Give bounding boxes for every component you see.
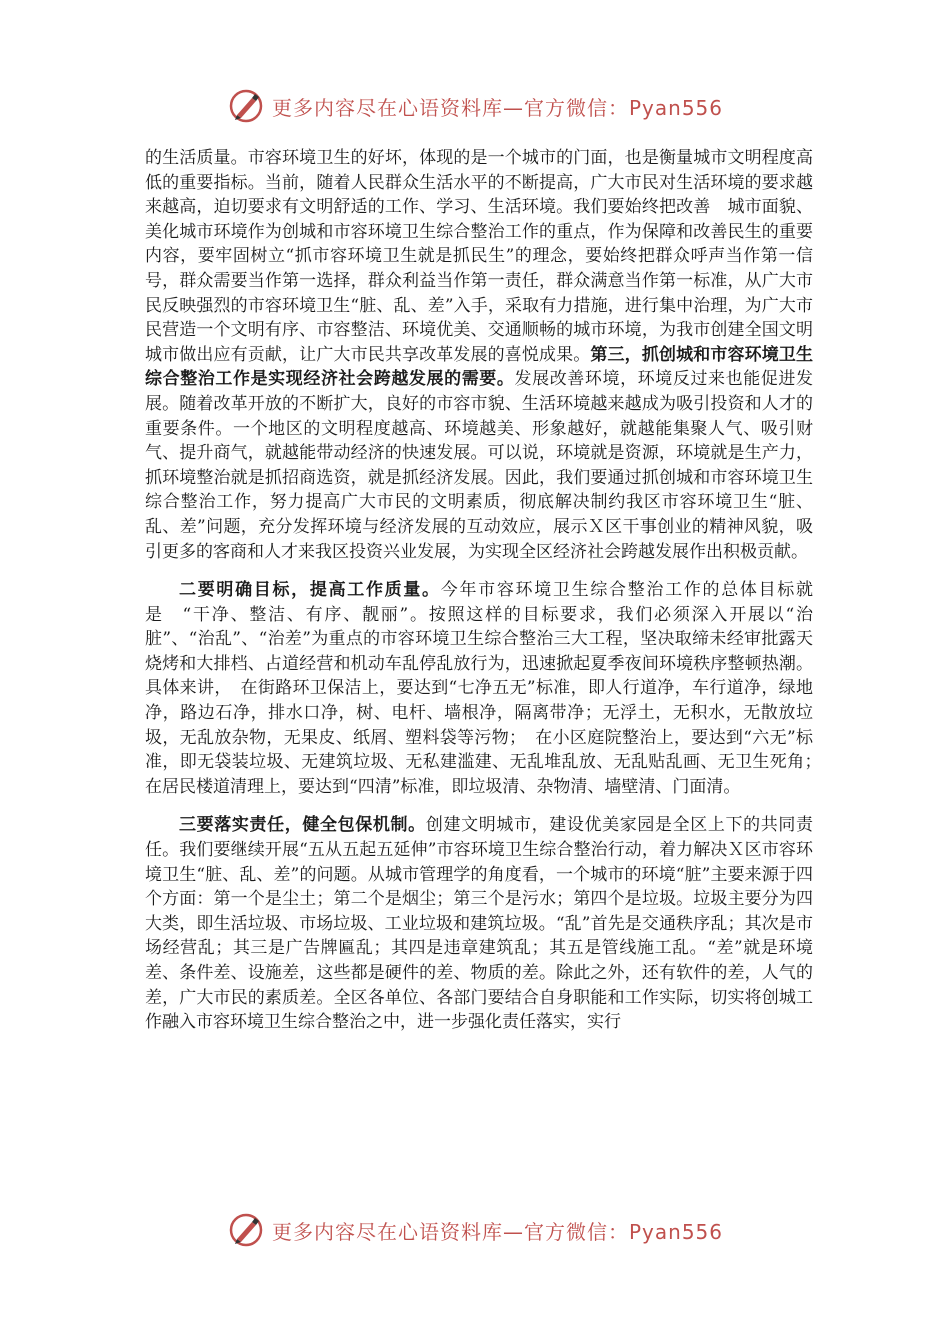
- paragraph-1-bold-heading: 第三，抓创城和市容环境卫生综合整治工作是实现经济社会跨越发展的需要。: [145, 344, 814, 390]
- paragraph-3-body: 创建文明城市，建设优美家园是全区上下的共同责任。我们要继续开展“五从五起五延伸”市容环境卫生综合整治行动，着力解决Ｘ区市容环境卫生“脏、乱、差”的问题。从城市管理学的角度看，一个城市的环境“脏”主要来源于四个方面：第一个是尘土；第二个是烟尘；第三个是污水；第四个是垃圾。垃圾主要分为四大类，即生活垃圾、市场垃圾、工业垃圾和建筑垃圾。“乱”首先是交通秩序乱；其次是市场经营乱；其三是广告牌匾乱；其四是违章建筑乱；其五是管线施工乱。“差”就是环境差、条件差、设施差，这些都是硬件的差、物质的差。除此之外，还有软件的差，人气的差，广大市民的素质差。全区各单位、各部门要结合自身职能和工作实际，切实将创城工作融入市容环境卫生综合整治之中，进一步强化责任落实，实行: [145, 815, 814, 1033]
- paragraph-2-lead: 二要明确目标，提高工作质量。: [179, 580, 441, 601]
- footer-banner-text: 更多内容尽在心语资料库—官方微信：Pyan556: [272, 1219, 724, 1244]
- pen-logo-icon: [228, 88, 264, 124]
- paragraph-2: [145, 578, 830, 799]
- document-body: [145, 146, 830, 1049]
- paragraph-3-lead: 三要落实责任，健全包保机制。: [179, 815, 426, 836]
- header-banner: [228, 86, 723, 126]
- footer-banner: [228, 1210, 723, 1250]
- pen-logo-icon: [228, 1212, 264, 1248]
- paragraph-2-body: 今年市容环境卫生综合整治工作的总体目标就是 “干净、整洁、有序、靓丽”。按照这样的目标要求，我们必须深入开展以“治脏”、“治乱”、“治差”为重点的市容环境卫生综合整治三大工程，坚决取缔未经审批露天烧烤和大排档、占道经营和机动车乱停乱放行为，迅速掀起夏季夜间环境秩序整顿热潮。具体来讲， 在街路环卫保洁上，要达到“七净五无”标准，即人行道净，车行道净，绿地净，路边石净，排水口净，树、电杆、墙根净，隔离带净；无浮土，无积水，无散放垃圾，无乱放杂物，无果皮、纸屑、塑料袋等污物； 在小区庭院整治上，要达到“六无”标准，即无袋装垃圾、无建筑垃圾、无私建滥建、无乱堆乱放、无乱贴乱画、无卫生死角； 在居民楼道清理上，要达到“四清”标准，即垃圾清、杂物清、墙壁清、门面清。: [145, 580, 830, 797]
- paragraph-3: [145, 813, 813, 1034]
- paragraph-1-tail: 发展改善环境，环境反过来也能促进发展。随着改革开放的不断扩大，良好的市容市貌、生活环境越来越成为吸引投资和人才的重要条件。一个地区的文明程度越高、环境越美、形象越好，就越能集聚人气、吸引财气、提升商气，就越能带动经济的快速发展。可以说，环境就是资源，环境就是生产力，抓环境整治就是抓招商选资，就是抓经济发展。因此，我们要通过抓创城和市容环境卫生综合整治工作，努力提高广大市民的文明素质，彻底解决制约我区市容环境卫生“脏、乱、差”问题，充分发挥环境与经济发展的互动效应，展示Ｘ区干事创业的精神风貌，吸引更多的客商和人才来我区投资兴业发展，为实现全区经济社会跨越发展作出积极贡献。: [145, 369, 814, 562]
- header-banner-text: 更多内容尽在心语资料库—官方微信：Pyan556: [272, 95, 724, 120]
- paragraph-1-body: 的生活质量。市容环境卫生的好坏，体现的是一个城市的门面，也是衡量城市文明程度高低的重要指标。当前，随着人民群众生活水平的不断提高，广大市民对生活环境的要求越来越高，迫切要求有文明舒适的工作、学习、生活环境。我们要始终把改善 城市面貌、美化城市环境作为创城和市容环境卫生综合整治工作的重点，作为保障和改善民生的重要内容，要牢固树立“抓市容环境卫生就是抓民生”的理念，要始终把群众呼声当作第一信号，群众需要当作第一选择，群众利益当作第一责任，群众满意当作第一标准，从广大市民反映强烈的市容环境卫生“脏、乱、差”入手，采取有力措施，进行集中治理，为广大市民营造一个文明有序、市容整洁、环境优美、交通顺畅的城市环境，为我市创建全国文明城市做出应有贡献，让广大市民共享改革发展的喜悦成果。: [145, 148, 813, 365]
- paragraph-1: [145, 146, 813, 564]
